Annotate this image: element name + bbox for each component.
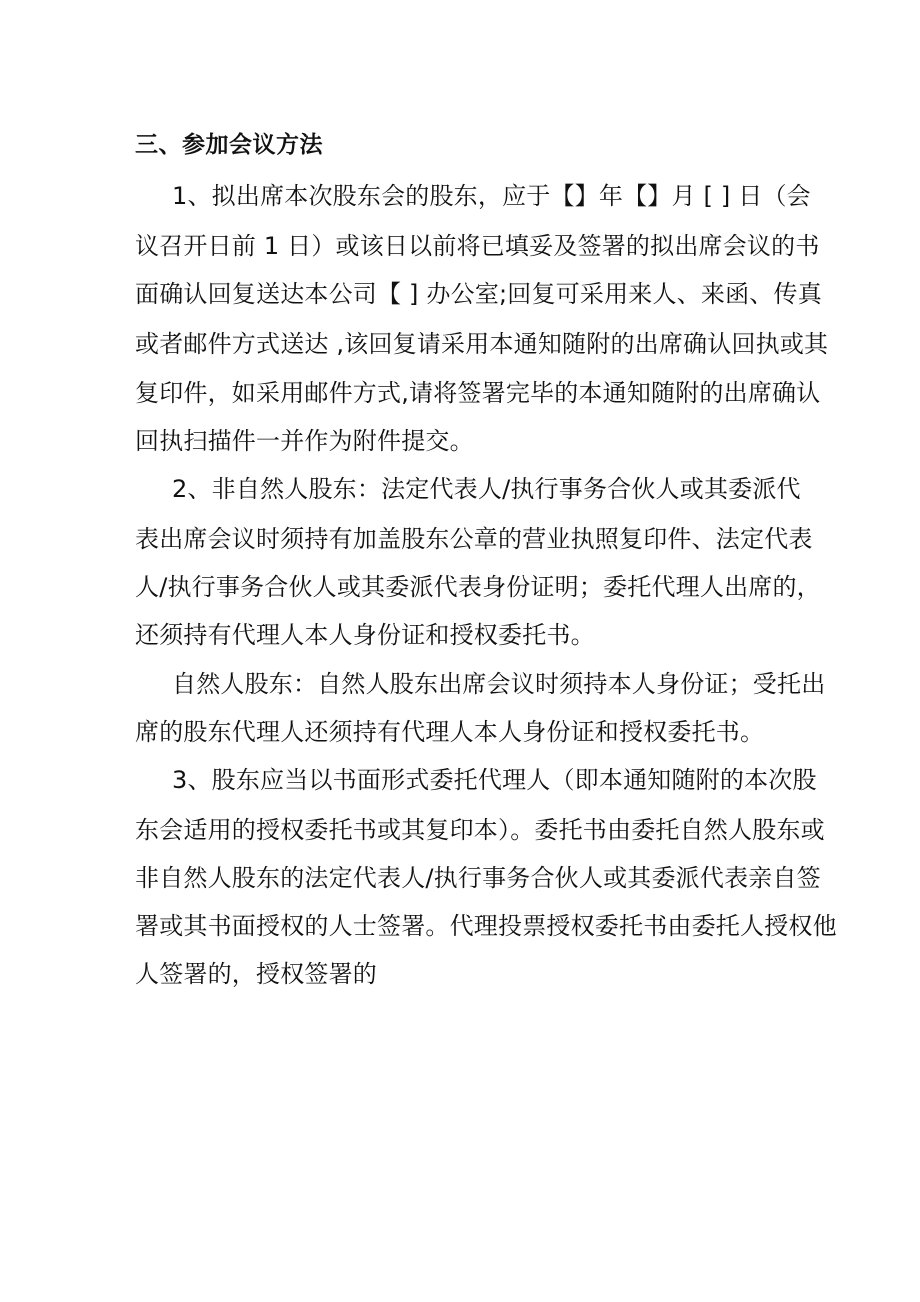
paragraph-1-line-5: 复印件，如采用邮件方式,请将签署完毕的本通知随附的出席确认 — [135, 379, 821, 407]
paragraph-1-line-3: 面确认回复送达本公司【 ] 办公室;回复可采用来人、来函、传真 — [135, 280, 822, 308]
paragraph-4-line-4: 署或其书面授权的人士签署。代理投票授权委托书由委托人授权他 — [135, 912, 837, 940]
paragraph-2-line-2: 表出席会议时须持有加盖股东公章的营业执照复印件、法定代表 — [135, 525, 813, 553]
paragraph-4-line-5: 人签署的，授权签署的 — [135, 960, 377, 988]
paragraph-2-line-1: 2、非自然人股东：法定代表人/执行事务合伙人或其委派代 — [172, 475, 801, 503]
paragraph-3-line-1: 自然人股东：自然人股东出席会议时须持本人身份证；受托出 — [172, 670, 826, 698]
paragraph-4-line-2: 东会适用的授权委托书或其复印本）。委托书由委托自然人股东或 — [135, 816, 825, 844]
paragraph-1-line-4: 或者邮件方式送达 ,该回复请采用本通知随附的出席确认回执或其 — [135, 330, 829, 358]
section-heading: 三、参加会议方法 — [135, 132, 323, 158]
paragraph-1-line-2: 议召开日前 1 日）或该日以前将已填妥及签署的拟出席会议的书 — [135, 232, 820, 260]
paragraph-4-line-3: 非自然人股东的法定代表人/执行事务合伙人或其委派代表亲自签 — [135, 864, 821, 892]
paragraph-3-line-2: 席的股东代理人还须持有代理人本人身份证和授权委托书。 — [135, 718, 765, 746]
paragraph-2-line-4: 还须持有代理人本人身份证和授权委托书。 — [135, 621, 595, 649]
paragraph-4-line-1: 3、股东应当以书面形式委托代理人（即本通知随附的本次股 — [172, 766, 817, 794]
paragraph-1-line-1: 1、拟出席本次股东会的股东，应于【】年【】月 [ ] 日（会 — [172, 182, 811, 210]
paragraph-2-line-3: 人/执行事务合伙人或其委派代表身份证明；委托代理人出席的， — [135, 573, 821, 601]
paragraph-1-line-6: 回执扫描件一并作为附件提交。 — [135, 427, 474, 455]
